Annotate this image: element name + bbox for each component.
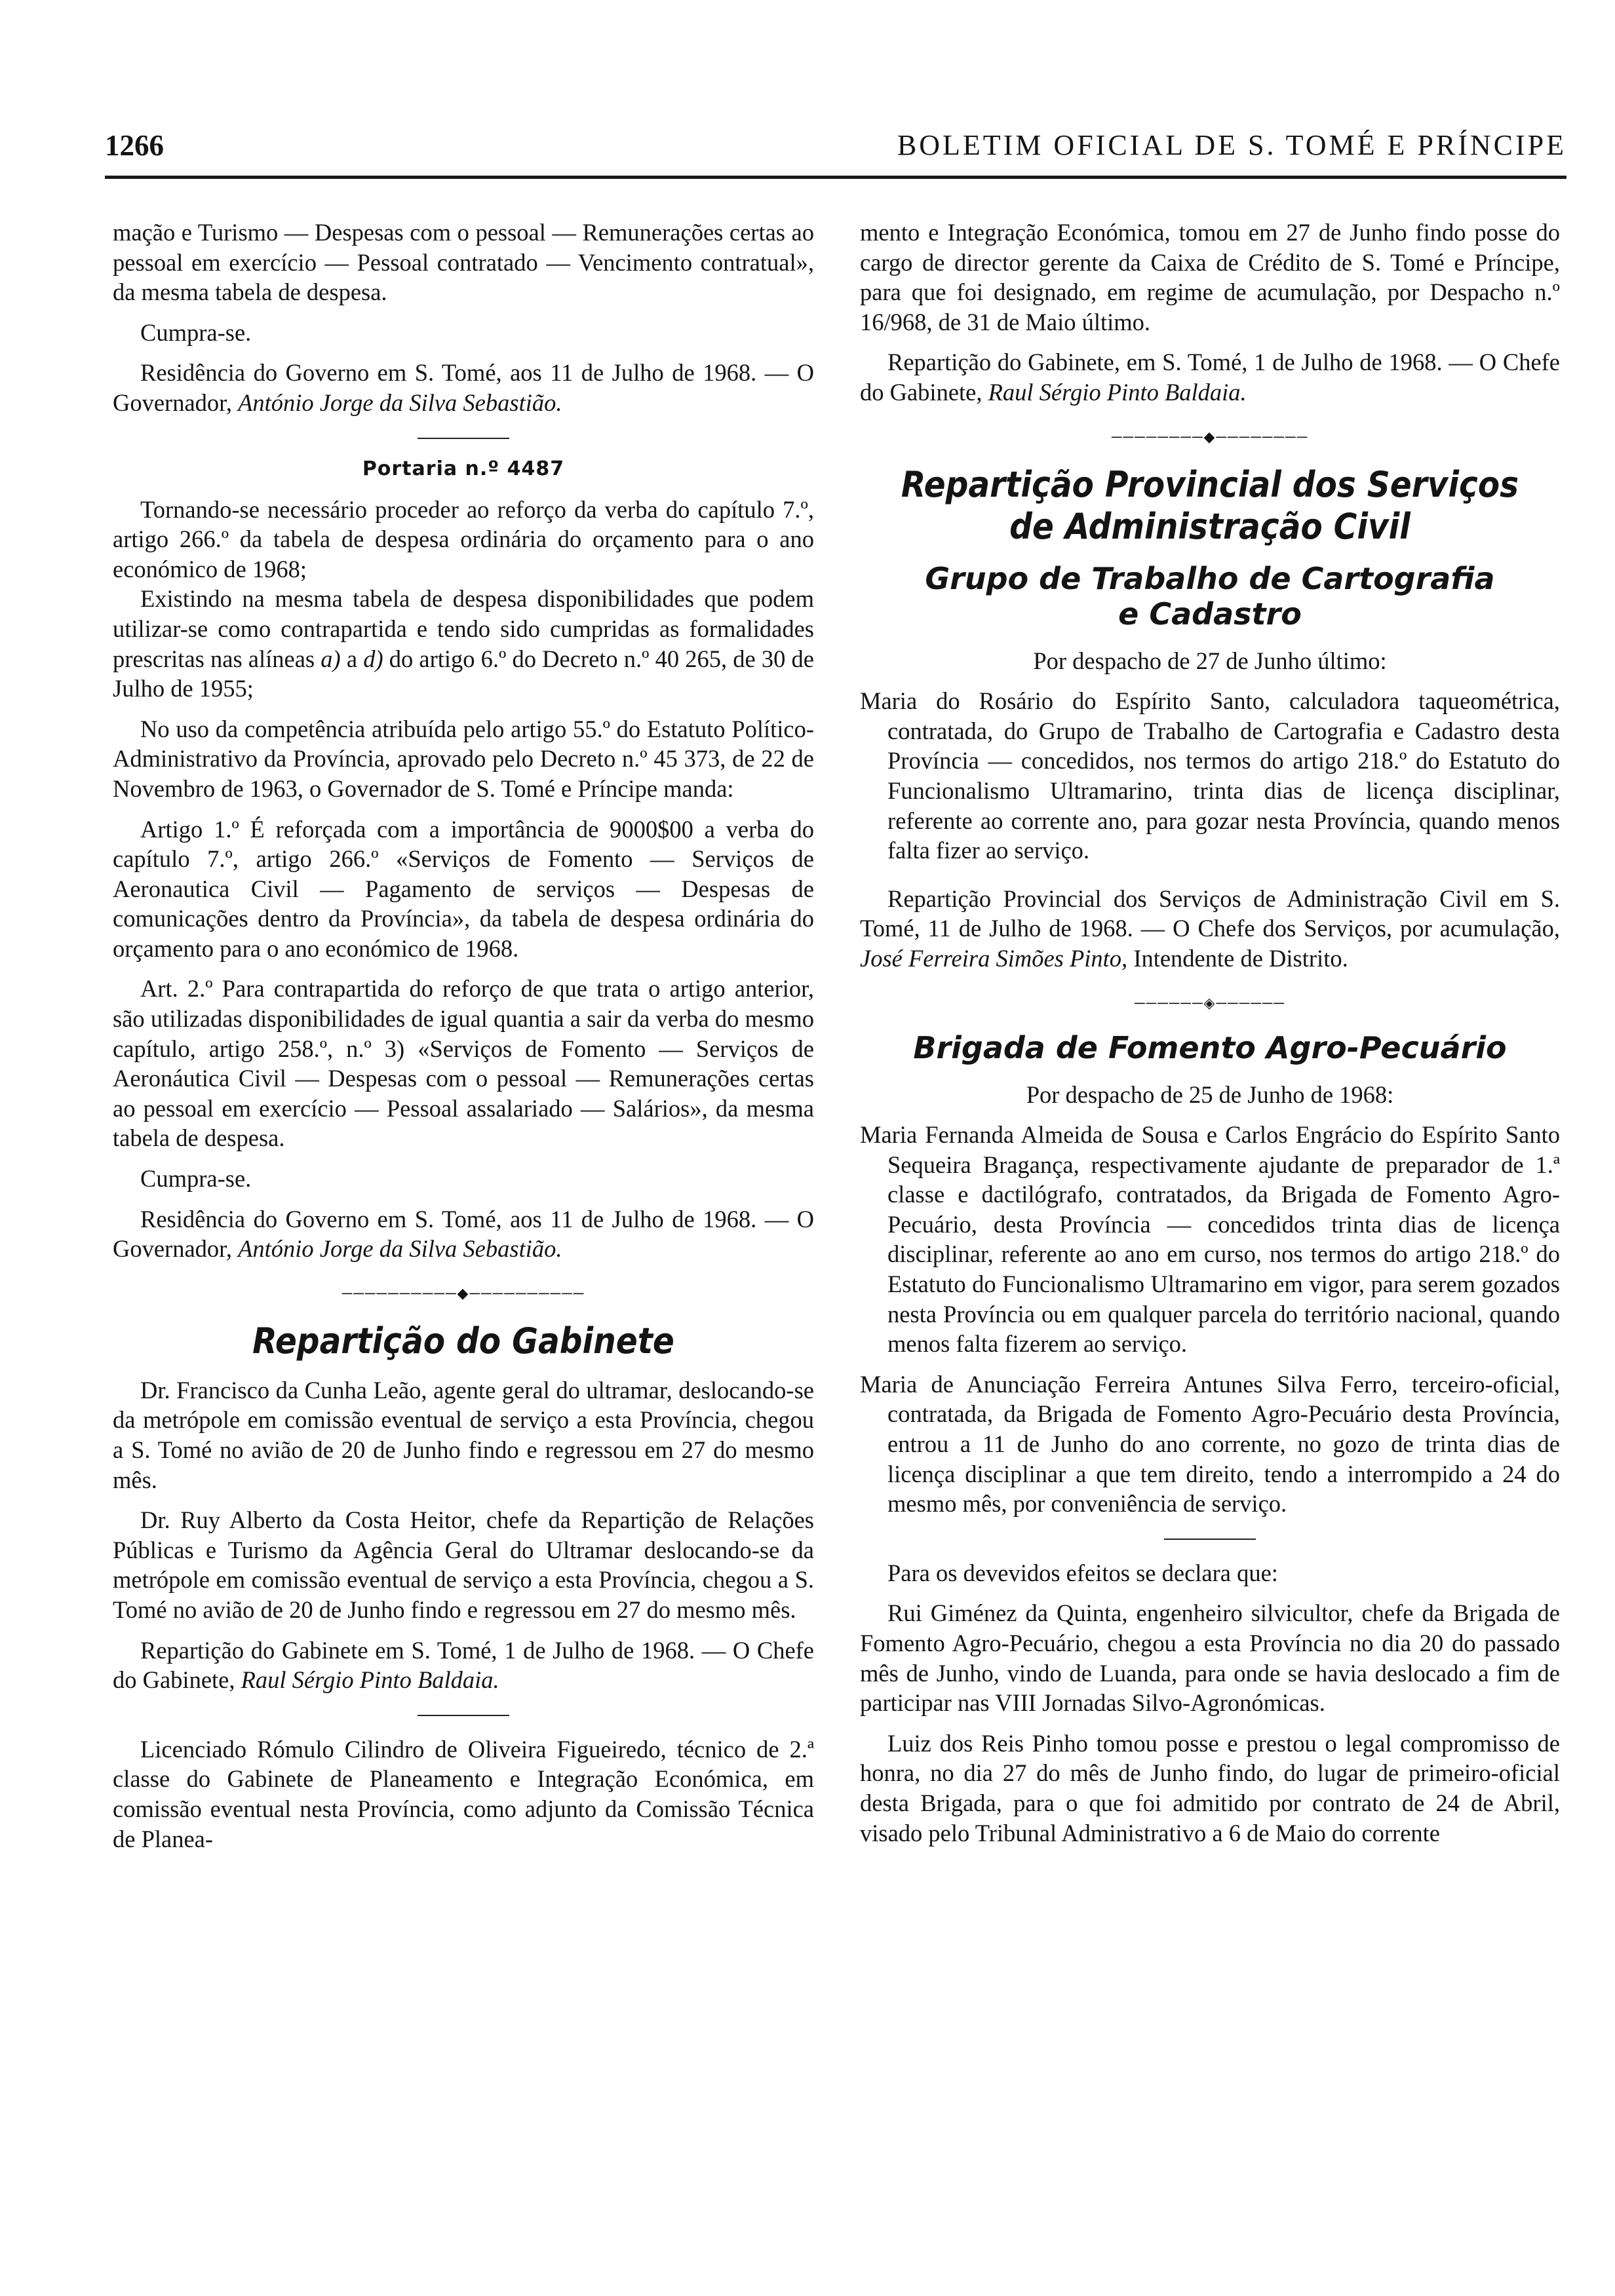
paragraph: Dr. Francisco da Cunha Leão, agente geral do ultramar, deslocando-se da metrópole em comissão eventual de serviço a esta Província, chegou a S. Tomé no avião de 20 de Junho findo e regressou em 27 do mesmo mês. xyxy=(113,1376,814,1493)
signature-block: Residência do Governo em S. Tomé, aos 11 de Julho de 1968. — O Governador, António Jorge da Silva Sebastião. xyxy=(113,359,814,416)
paragraph: Rui Giménez da Quinta, engenheiro silvicultor, chefe da Brigada de Fomento Agro-Pecuário, chegou a esta Província no dia 20 do passado mês de Junho, vindo de Luanda, para onde se havia deslocado a fim de participar nas VIII Jornadas Silvo-Agronómicas. xyxy=(860,1599,1560,1717)
section-title-administracao: Repartição Provincial dos Serviços de Administração Civil xyxy=(901,463,1519,547)
section-divider xyxy=(418,438,509,439)
right-column xyxy=(860,218,1560,1848)
ornament-divider: ──────◈────── xyxy=(1135,994,1285,1011)
article-1: Artigo 1.º É reforçada com a importância de 9000$00 a verba do capítulo 7.º, artigo 266.º «Serviços de Fomento — Serviços de Aeronautica Civil — Pagamento de serviços — Despesas de comunicações dentro da Província», da tabela de despesa ordinária do orçamento para o ano económico de 1968. xyxy=(113,815,814,962)
paragraph: No uso da competência atribuída pelo artigo 55.º do Estatuto Político-Administrativo da Província, aprovado pelo Decreto n.º 45 373, de 22 de Novembro de 1963, o Governador de S. Tomé e Príncipe manda: xyxy=(113,715,814,802)
page-number: 1266 xyxy=(105,129,164,162)
header-rule xyxy=(105,176,1566,179)
signature-name: António Jorge da Silva Sebastião. xyxy=(238,389,562,416)
paragraph: Maria de Anunciação Ferreira Antunes Silva Ferro, terceiro-oficial, contratada, da Brigada de Fomento Agro-Pecuário desta Província, entrou a 11 de Junho do ano corrente, no gozo de trinta dias de licença disciplinar a que tem direito, tendo a interrompido a 24 do mesmo mês, por conveniência de serviço. xyxy=(860,1370,1560,1518)
paragraph: mento e Integração Económica, tomou em 27 de Junho findo posse do cargo de director gerente da Caixa de Crédito de S. Tomé e Príncipe, para que foi designado, em regime de acumulação, por Despacho n.º 16/968, de 31 de Maio último. xyxy=(860,219,1560,335)
paragraph: Dr. Ruy Alberto da Costa Heitor, chefe da Repartição de Relações Públicas e Turismo da Agência Geral do Ultramar deslocando-se da metrópole em comissão eventual de serviço a esta Província, chegou a S. Tomé no avião de 20 de Junho findo e regressou em 27 do mesmo mês. xyxy=(113,1506,814,1623)
signature-block: Repartição do Gabinete em S. Tomé, 1 de Julho de 1968. — O Chefe do Gabinete, Raul Sérgio Pinto Baldaia. xyxy=(113,1636,814,1694)
paragraph: mação e Turismo — Despesas com o pessoal — Remunerações certas ao pessoal em exercício — Pessoal contratado — Vencimento contratual», da mesma tabela de despesa. xyxy=(113,219,814,306)
signature-block: Repartição Provincial dos Serviços de Administração Civil em S. Tomé, 11 de Julho de 1968. — O Chefe dos Serviços, por acumulação, José Ferreira Simões Pinto, Intendente de Distrito. xyxy=(860,885,1560,972)
cumpra-se: Cumpra-se. xyxy=(140,318,252,346)
portaria-title: Portaria n.º 4487 xyxy=(362,457,565,480)
paragraph: Tornando-se necessário proceder ao reforço da verba do capítulo 7.º, artigo 266.º da tabela de despesa ordinária do orçamento para o ano económico de 1968; xyxy=(113,495,814,583)
ornament-divider: ────────◆──────── xyxy=(1111,428,1309,445)
cumpra-se: Cumpra-se. xyxy=(140,1165,252,1193)
despacho-line: Por despacho de 25 de Junho de 1968: xyxy=(1026,1081,1394,1108)
section-title-brigada: Brigada de Fomento Agro-Pecuário xyxy=(913,1029,1507,1065)
paragraph: Existindo na mesma tabela de despesa disponibilidades que podem utilizar-se como contrapartida e tendo sido cumpridas as formalidades prescritas nas alíneas a) a d) do artigo 6.º do Decreto n.º 40 265, de 30 de Julho de 1955; xyxy=(113,585,814,702)
signature-block: Residência do Governo em S. Tomé, aos 11 de Julho de 1968. — O Governador, António Jorge da Silva Sebastião. xyxy=(113,1205,814,1263)
paragraph: Maria do Rosário do Espírito Santo, calculadora taqueométrica, contratada, do Grupo de Trabalho de Cartografia e Cadastro desta Província — concedidos, nos termos do artigo 218.º do Estatuto do Funcionalismo Ultramarino, trinta dias de licença disciplinar, referente ao corrente ano, para gozar nesta Província, quando menos falta fizer ao serviço. xyxy=(860,687,1560,864)
section-title-gabinete: Repartição do Gabinete xyxy=(252,1320,674,1362)
signature-name: Raul Sérgio Pinto Baldaia. xyxy=(241,1666,499,1694)
signature-block: Repartição do Gabinete, em S. Tomé, 1 de Julho de 1968. — O Chefe do Gabinete, Raul Sérgio Pinto Baldaia. xyxy=(860,349,1560,406)
section-divider xyxy=(1164,1539,1256,1540)
signature-name: Raul Sérgio Pinto Baldaia. xyxy=(988,378,1247,406)
section-divider xyxy=(418,1715,509,1716)
paragraph: Maria Fernanda Almeida de Sousa e Carlos Engrácio do Espírito Santo Sequeira Bragança, respectivamente ajudante de preparador de 1.ª classe e dactilógrafo, contratados, da Brigada de Fomento Agro-Pecuário, desta Província — concedidos trinta dias de licença disciplinar, referente ao ano em curso, nos termos do artigo 218.º do Estatuto do Funcionalismo Ultramarino em vigor, para serem gozados nesta Província ou em qualquer parcela do território nacional, quando menos falta fizerem ao serviço. xyxy=(860,1121,1560,1358)
paragraph: Para os devevidos efeitos se declara que: xyxy=(887,1559,1278,1586)
paragraph: Licenciado Rómulo Cilindro de Oliveira Figueiredo, técnico de 2.ª classe do Gabinete de Planeamento e Integração Económica, em comissão eventual nesta Província, como adjunto da Comissão Técnica de Planea- xyxy=(113,1735,814,1852)
left-column xyxy=(113,218,814,1854)
paragraph: Luiz dos Reis Pinho tomou posse e prestou o legal compromisso de honra, no dia 27 do mês de Junho findo, do lugar de primeiro-oficial desta Brigada, para o que foi admitido por contrato de 24 de Abril, visado pelo Tribunal Administrativo a 6 de Maio do corrente xyxy=(860,1729,1560,1846)
page-header xyxy=(105,128,1566,168)
running-title: BOLETIM OFICIAL DE S. TOMÉ E PRÍNCIPE xyxy=(897,129,1566,161)
signature-name: António Jorge da Silva Sebastião. xyxy=(238,1235,562,1263)
ornament-divider: ──────────◆────────── xyxy=(341,1284,585,1301)
signature-name: José Ferreira Simões Pinto, xyxy=(860,944,1128,972)
despacho-line: Por despacho de 27 de Junho último: xyxy=(1033,647,1387,674)
article-2: Art. 2.º Para contrapartida do reforço de que trata o artigo anterior, são utilizadas disponibilidades de igual quantia a sair da verba do mesmo capítulo, artigo 258.º, n.º 3) «Serviços de Fomento — Serviços de Aeronáutica Civil — Despesas com o pessoal — Remunerações certas ao pessoal em exercício — Pessoal assalariado — Salários», da mesma tabela de despesa. xyxy=(113,975,814,1152)
subsection-title-cartografia: Grupo de Trabalho de Cartografia e Cadastro xyxy=(925,560,1495,632)
